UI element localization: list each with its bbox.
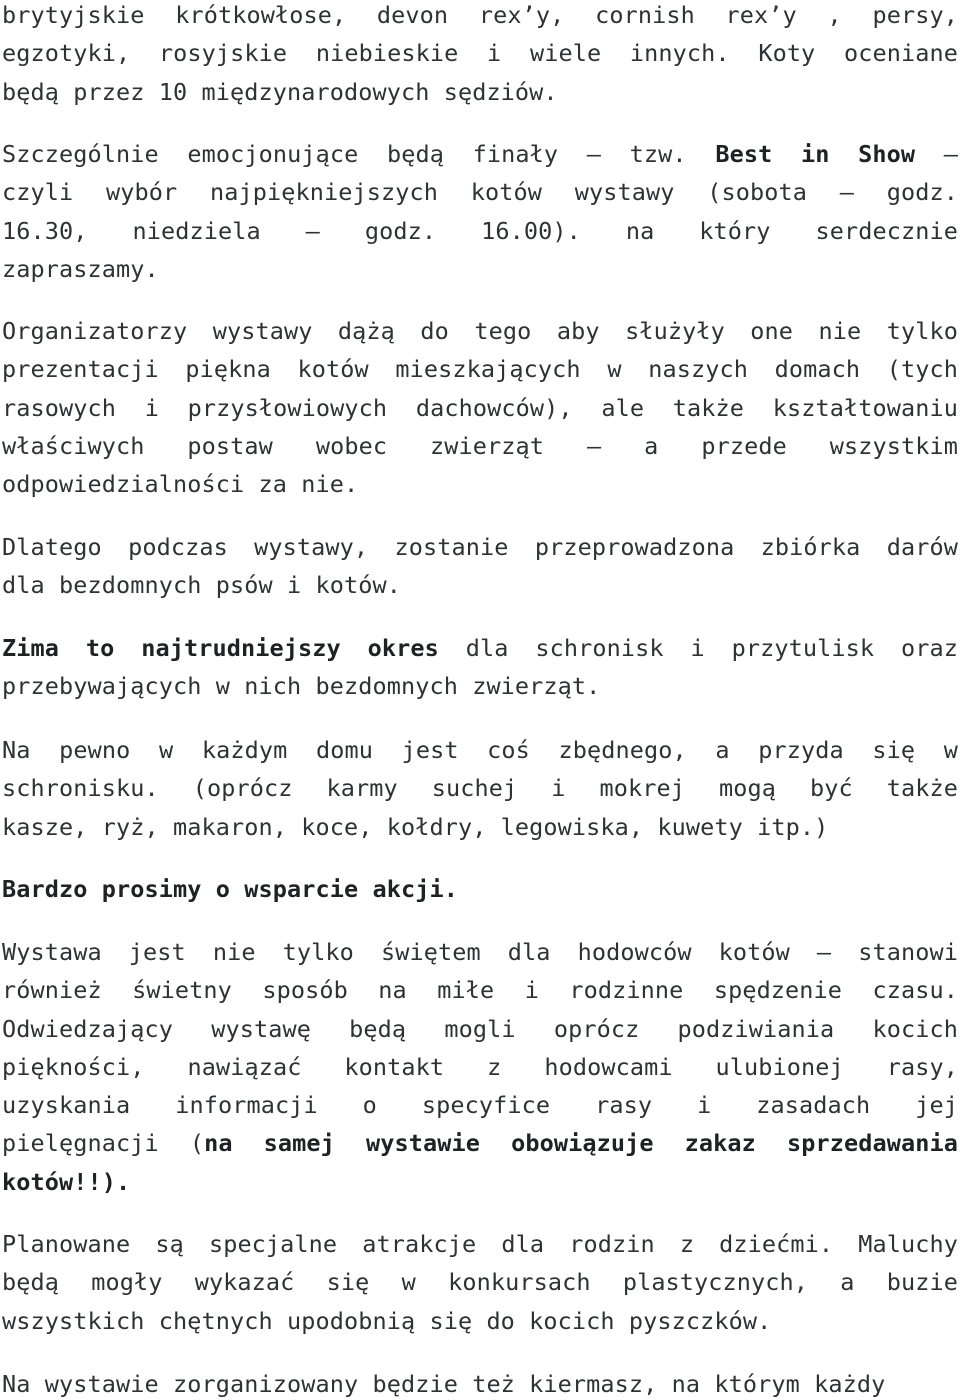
paragraph-donation-drive xyxy=(2,528,958,605)
text-line xyxy=(2,34,958,72)
text-run: właściwych postaw wobec zwierząt – a przede wszystkim xyxy=(2,431,958,460)
text-line xyxy=(2,1263,958,1301)
text-line xyxy=(2,933,958,971)
text-line xyxy=(2,769,958,807)
text-line xyxy=(2,0,958,34)
text-line xyxy=(2,250,958,288)
text-line xyxy=(2,135,958,173)
text-line xyxy=(2,350,958,388)
text-line xyxy=(2,1010,958,1048)
text-line xyxy=(2,808,958,846)
text-run: Wystawa jest nie tylko świętem dla hodowców kotów – stanowi xyxy=(2,938,958,966)
text-line xyxy=(2,173,958,211)
text-line xyxy=(2,465,958,503)
text-line xyxy=(2,667,958,705)
text-run: Organizatorzy wystawy dążą do tego aby służyły one nie tylko xyxy=(2,317,958,345)
paragraph-winter xyxy=(2,629,958,706)
text-run: prezentacji piękna kotów mieszkających w naszych domach (tych xyxy=(2,355,958,384)
paragraph-exhibition-info xyxy=(2,933,958,1201)
text-line xyxy=(2,212,958,250)
text-line xyxy=(2,629,958,667)
text-line xyxy=(2,389,958,427)
text-line xyxy=(2,312,958,350)
text-line xyxy=(2,731,958,769)
text-run: zapraszamy. xyxy=(2,254,159,283)
text-line xyxy=(2,971,958,1009)
bold-text: Zima to najtrudniejszy okres xyxy=(2,634,439,662)
paragraph-organizers xyxy=(2,312,958,503)
text-run: Szczególnie emocjonujące będą finały – tzw. xyxy=(2,140,716,168)
text-line xyxy=(2,1225,958,1263)
text-run: będą mogły wykazać się w konkursach plastycznych, a buzie xyxy=(2,1268,958,1297)
text-run: dla schronisk i przytulisk oraz xyxy=(438,634,958,662)
text-line xyxy=(2,1124,958,1162)
text-line xyxy=(2,1302,958,1340)
text-run: czyli wybór najpiękniejszych kotów wystawy (sobota – godz. xyxy=(2,178,958,207)
text-line xyxy=(2,427,958,465)
text-run: rasowych i przysłowiowych dachowców), ale także kształtowaniu xyxy=(2,393,958,422)
paragraph-best-in-show xyxy=(2,135,958,288)
bold-text: na samej wystawie obowiązuje zakaz sprzedawania xyxy=(204,1129,958,1158)
text-run: wszystkich chętnych upodobnią się do kocich pyszczków. xyxy=(2,1306,772,1335)
text-run: uzyskania informacji o specyfice rasy i zasadach jej xyxy=(2,1091,958,1120)
text-run: Planowane są specjalne atrakcje dla rodzin z dziećmi. Maluchy xyxy=(2,1230,958,1258)
text-line xyxy=(2,528,958,566)
text-run: – xyxy=(915,140,959,168)
paragraph-fair xyxy=(2,1365,958,1400)
text-run: schronisku. (oprócz karmy suchej i mokrej mogą być także xyxy=(2,774,958,803)
text-line xyxy=(2,73,958,111)
paragraph-cat-breeds xyxy=(2,0,958,111)
paragraph-children-attractions xyxy=(2,1225,958,1340)
text-run: dla bezdomnych psów i kotów. xyxy=(2,571,401,600)
text-line xyxy=(2,1086,958,1124)
paragraph-support-request xyxy=(2,870,958,908)
text-run: przebywających w nich bezdomnych zwierząt. xyxy=(2,672,601,701)
text-run: również świetny sposób na miłe i rodzinne spędzenie czasu. xyxy=(2,976,958,1005)
text-line xyxy=(2,1048,958,1086)
text-run: 16.30, niedziela – godz. 16.00). na który serdecznie xyxy=(2,216,958,245)
text-run: Na pewno w każdym domu jest coś zbędnego, a przyda się w xyxy=(2,736,958,764)
text-line xyxy=(2,870,958,908)
text-run: będą przez 10 międzynarodowych sędziów. xyxy=(2,77,558,106)
bold-text: Bardzo prosimy o wsparcie akcji. xyxy=(2,875,458,903)
text-run: egzotyki, rosyjskie niebieskie i wiele innych. Koty oceniane xyxy=(2,39,958,68)
paragraph-donation-items xyxy=(2,731,958,846)
bold-text: Best in Show xyxy=(715,140,916,168)
text-run: brytyjskie krótkowłose, devon rex’y, cornish rex’y , persy, xyxy=(2,1,958,29)
text-line xyxy=(2,566,958,604)
text-run: odpowiedzialności za nie. xyxy=(2,470,359,499)
text-line xyxy=(2,1365,958,1400)
text-run: pielęgnacji ( xyxy=(2,1129,205,1158)
text-run: piękności, nawiązać kontakt z hodowcami ulubionej rasy, xyxy=(2,1052,958,1081)
text-run: Odwiedzający wystawę będą mogli oprócz podziwiania kocich xyxy=(2,1014,958,1043)
text-run: Na wystawie zorganizowany będzie też kiermasz, na którym każdy xyxy=(2,1370,886,1398)
text-run: Dlatego podczas wystawy, zostanie przeprowadzona zbiórka darów xyxy=(2,533,958,561)
bold-text: kotów!!). xyxy=(2,1167,131,1196)
text-line xyxy=(2,1163,958,1201)
text-run: kasze, ryż, makaron, koce, kołdry, legowiska, kuwety itp.) xyxy=(2,812,829,841)
